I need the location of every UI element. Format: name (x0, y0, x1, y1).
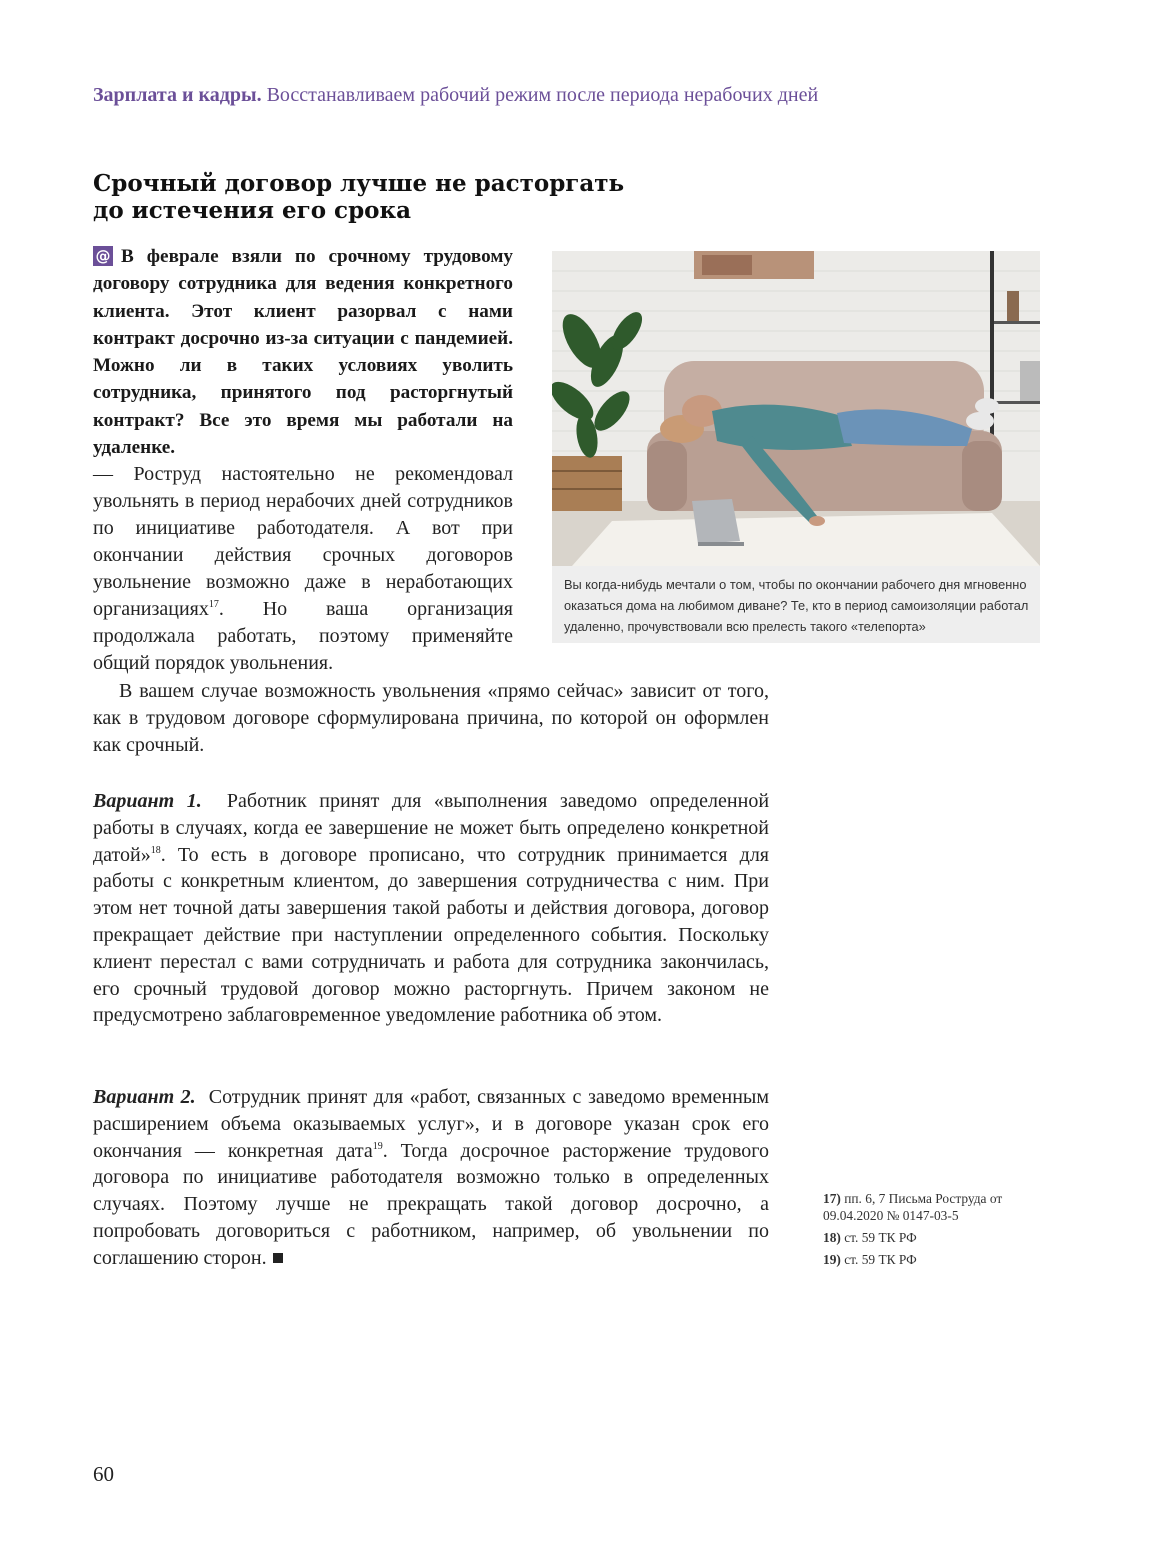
variant-1-label: Вариант 1. (93, 790, 202, 812)
variant-1-text-1: Работник принят для «выполнения заведомо определенной работы в случаях, когда ее завершение не может быть определено конкретной датой» (93, 790, 770, 866)
question-text: В феврале взяли по срочному трудовому договору сотрудника для ведения конкретного клиента. Этот клиент разорвал с нами контракт досрочно из-за ситуации с пандемией. Можно ли в таких условиях уволить сотрудника, принятого под расторгнутый контракт? Все это время мы работали на удаленке. (93, 246, 513, 459)
paragraph-case: В вашем случае возможность увольнения «прямо сейчас» зависит от того, как в трудовом договоре сформулирована причина, по которой он оформлен как срочный. (93, 680, 769, 756)
article-title (93, 170, 653, 224)
footnote-ref-19: 19 (372, 1140, 383, 1152)
at-icon: @ (93, 246, 113, 266)
footnote-19 (823, 1251, 1043, 1268)
variant-1-text-2: . То есть в договоре прописано, что сотрудник принимается для работы с конкретным клиентом, до завершения сотрудничества с ним. При этом нет точной даты завершения такой работы и действия договора, договор прекращает действие при наступлении определенного события. Поскольку клиент перестал с вами сотрудничать и работа для сотрудника закончилась, его срочный трудовой договор можно расторгнуть. Причем законом не предусмотрено заблаговременное уведомление работника об этом. (93, 843, 769, 1027)
photo-caption: Вы когда-нибудь мечтали о том, чтобы по окончании рабочего дня мгновенно оказаться дома на любимом диване? Те, кто в период самоизоляции работал удаленно, прочувствовали всю прелесть такого «телепорта» (564, 577, 1029, 634)
photo-man-on-sofa (552, 251, 1040, 566)
footnote-number: 17) (823, 1191, 841, 1206)
section-name: Зарплата и кадры. (93, 84, 262, 106)
footnote-number: 19) (823, 1252, 841, 1267)
footnote-number: 18) (823, 1230, 841, 1245)
footnotes (823, 1190, 1043, 1273)
answer-part-2: . Но ваша организация продолжала работать, поэтому применяйте общий порядок увольнения. (93, 598, 513, 674)
footnote-18 (823, 1229, 1043, 1246)
page-number: 60 (93, 1462, 114, 1486)
variant-2-text-2: . Тогда досрочное расторжение трудового договора по инициативе работодателя возможно только в определенных случаях. Поэтому лучше не прекращать такой договор досрочно, а попробовать договориться с работником, например, об увольнении по соглашению сторон. (93, 1139, 770, 1269)
answer-part-1: — Роструд настоятельно не рекомендовал увольнять в период нерабочих дней сотрудников по инициативе работодателя. А вот при окончании действия срочных договоров увольнение возможно даже в неработающих организациях (93, 463, 513, 620)
title-line-2: до истечения его срока (93, 197, 412, 224)
answer-text (93, 461, 513, 677)
footnote-ref-18: 18 (150, 844, 161, 856)
reader-question (93, 243, 513, 461)
end-of-article-icon (273, 1253, 283, 1263)
footnote-ref-17: 17 (208, 599, 219, 610)
footnote-text: ст. 59 ТК РФ (844, 1230, 917, 1245)
variant-2-text-1: Сотрудник принят для «работ, связанных с заведомо временным расширением объема оказываемых услуг», и в договоре указан срок его окончания — конкретная дата (93, 1086, 770, 1162)
photo-block (552, 251, 1040, 643)
footnote-text: ст. 59 ТК РФ (844, 1252, 917, 1267)
footnote-17 (823, 1190, 1043, 1224)
paragraph-variant-1 (93, 788, 769, 1029)
running-head (93, 84, 1093, 107)
paragraph-variant-2 (93, 1084, 769, 1272)
title-line-1: Срочный договор лучше не расторгать (93, 170, 625, 197)
footnote-text: пп. 6, 7 Письма Роструда от 09.04.2020 № 0147-03-5 (823, 1191, 1003, 1223)
section-subtitle: Восстанавливаем рабочий режим после периода нерабочих дней (266, 84, 819, 106)
variant-2-label: Вариант 2. (93, 1086, 196, 1108)
